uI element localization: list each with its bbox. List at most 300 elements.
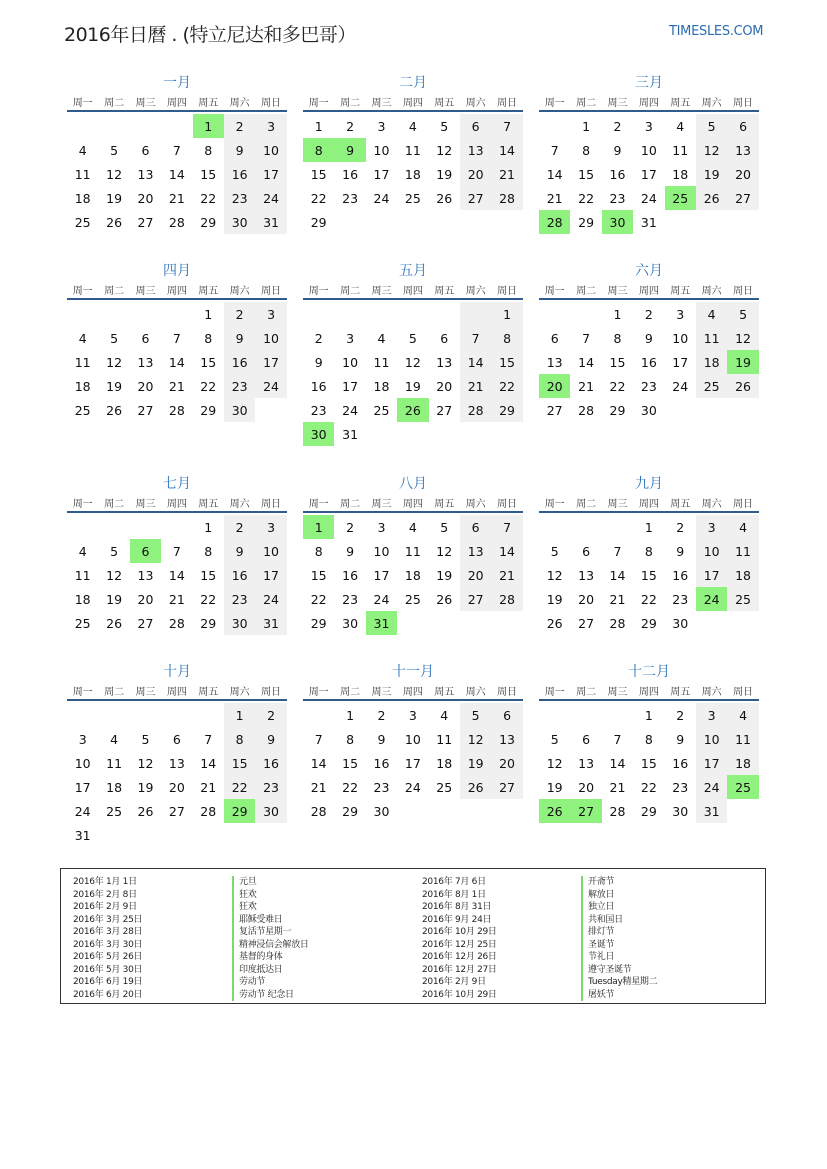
day-cell[interactable]: 4 bbox=[408, 118, 417, 134]
day-cell[interactable]: 19 bbox=[460, 751, 491, 775]
day-cell[interactable]: 28 bbox=[168, 615, 185, 631]
day-cell[interactable]: 1 bbox=[491, 302, 522, 326]
day-cell[interactable]: 14 bbox=[578, 354, 595, 370]
day-cell[interactable]: 1 bbox=[582, 118, 591, 134]
day-cell[interactable]: 5 bbox=[550, 731, 559, 747]
day-cell[interactable]: 14 bbox=[310, 755, 327, 771]
day-cell[interactable]: 3 bbox=[346, 330, 355, 346]
day-cell[interactable]: 20 bbox=[436, 378, 453, 394]
day-cell[interactable]: 3 bbox=[676, 306, 685, 322]
day-cell[interactable]: 3 bbox=[696, 703, 727, 727]
day-cell[interactable]: 22 bbox=[609, 378, 626, 394]
day-cell[interactable]: 3 bbox=[377, 118, 386, 134]
day-cell[interactable]: 8 bbox=[346, 731, 355, 747]
day-cell[interactable]: 11 bbox=[106, 755, 123, 771]
day-cell[interactable]: 5 bbox=[440, 519, 449, 535]
day-cell[interactable]: 30 bbox=[224, 398, 255, 422]
day-cell[interactable]: 17 bbox=[373, 567, 390, 583]
day-cell[interactable]: 30 bbox=[373, 803, 390, 819]
day-cell[interactable]: 26 bbox=[460, 775, 491, 799]
holiday-day-cell[interactable]: 30 bbox=[602, 210, 633, 234]
day-cell[interactable]: 6 bbox=[460, 515, 491, 539]
day-cell[interactable]: 17 bbox=[255, 563, 286, 587]
day-cell[interactable]: 26 bbox=[436, 591, 453, 607]
day-cell[interactable]: 23 bbox=[373, 779, 390, 795]
day-cell[interactable]: 28 bbox=[200, 803, 217, 819]
day-cell[interactable]: 18 bbox=[74, 190, 91, 206]
day-cell[interactable]: 29 bbox=[342, 803, 359, 819]
day-cell[interactable]: 14 bbox=[491, 539, 522, 563]
day-cell[interactable]: 9 bbox=[255, 727, 286, 751]
holiday-day-cell[interactable]: 31 bbox=[366, 611, 397, 635]
day-cell[interactable]: 12 bbox=[546, 567, 563, 583]
day-cell[interactable]: 16 bbox=[342, 567, 359, 583]
day-cell[interactable]: 27 bbox=[546, 402, 563, 418]
day-cell[interactable]: 25 bbox=[106, 803, 123, 819]
day-cell[interactable]: 27 bbox=[578, 615, 595, 631]
site-logo[interactable]: TIMESLES.COM bbox=[669, 24, 764, 39]
day-cell[interactable]: 10 bbox=[342, 354, 359, 370]
day-cell[interactable]: 24 bbox=[404, 779, 421, 795]
day-cell[interactable]: 5 bbox=[440, 118, 449, 134]
day-cell[interactable]: 4 bbox=[676, 118, 685, 134]
day-cell[interactable]: 20 bbox=[460, 563, 491, 587]
day-cell[interactable]: 16 bbox=[224, 162, 255, 186]
day-cell[interactable]: 23 bbox=[672, 779, 689, 795]
day-cell[interactable]: 12 bbox=[404, 354, 421, 370]
day-cell[interactable]: 29 bbox=[609, 402, 626, 418]
day-cell[interactable]: 21 bbox=[491, 162, 522, 186]
day-cell[interactable]: 17 bbox=[696, 563, 727, 587]
day-cell[interactable]: 1 bbox=[644, 707, 653, 723]
day-cell[interactable]: 25 bbox=[727, 587, 758, 611]
day-cell[interactable]: 16 bbox=[373, 755, 390, 771]
day-cell[interactable]: 2 bbox=[644, 306, 653, 322]
day-cell[interactable]: 5 bbox=[110, 330, 119, 346]
holiday-day-cell[interactable]: 28 bbox=[539, 210, 570, 234]
day-cell[interactable]: 17 bbox=[696, 751, 727, 775]
day-cell[interactable]: 26 bbox=[106, 615, 123, 631]
day-cell[interactable]: 22 bbox=[640, 779, 657, 795]
day-cell[interactable]: 19 bbox=[106, 591, 123, 607]
day-cell[interactable]: 30 bbox=[640, 402, 657, 418]
day-cell[interactable]: 7 bbox=[460, 326, 491, 350]
day-cell[interactable]: 16 bbox=[224, 350, 255, 374]
day-cell[interactable]: 25 bbox=[696, 374, 727, 398]
day-cell[interactable]: 1 bbox=[204, 519, 213, 535]
day-cell[interactable]: 9 bbox=[377, 731, 386, 747]
day-cell[interactable]: 6 bbox=[491, 703, 522, 727]
day-cell[interactable]: 21 bbox=[578, 378, 595, 394]
day-cell[interactable]: 25 bbox=[373, 402, 390, 418]
day-cell[interactable]: 21 bbox=[491, 563, 522, 587]
day-cell[interactable]: 10 bbox=[696, 539, 727, 563]
day-cell[interactable]: 18 bbox=[727, 563, 758, 587]
day-cell[interactable]: 11 bbox=[74, 354, 91, 370]
day-cell[interactable]: 21 bbox=[168, 378, 185, 394]
day-cell[interactable]: 2 bbox=[346, 118, 355, 134]
day-cell[interactable]: 29 bbox=[200, 615, 217, 631]
day-cell[interactable]: 25 bbox=[74, 214, 91, 230]
holiday-day-cell[interactable]: 1 bbox=[193, 114, 224, 138]
day-cell[interactable]: 4 bbox=[696, 302, 727, 326]
day-cell[interactable]: 23 bbox=[310, 402, 327, 418]
day-cell[interactable]: 30 bbox=[672, 803, 689, 819]
day-cell[interactable]: 26 bbox=[727, 374, 758, 398]
day-cell[interactable]: 2 bbox=[377, 707, 386, 723]
day-cell[interactable]: 17 bbox=[74, 779, 91, 795]
day-cell[interactable]: 27 bbox=[168, 803, 185, 819]
holiday-day-cell[interactable]: 8 bbox=[303, 138, 334, 162]
day-cell[interactable]: 1 bbox=[346, 707, 355, 723]
day-cell[interactable]: 24 bbox=[255, 587, 286, 611]
day-cell[interactable]: 13 bbox=[168, 755, 185, 771]
day-cell[interactable]: 26 bbox=[106, 402, 123, 418]
day-cell[interactable]: 23 bbox=[672, 591, 689, 607]
day-cell[interactable]: 17 bbox=[255, 350, 286, 374]
day-cell[interactable]: 20 bbox=[491, 751, 522, 775]
day-cell[interactable]: 10 bbox=[373, 142, 390, 158]
day-cell[interactable]: 9 bbox=[613, 142, 622, 158]
day-cell[interactable]: 7 bbox=[172, 543, 181, 559]
day-cell[interactable]: 7 bbox=[204, 731, 213, 747]
day-cell[interactable]: 23 bbox=[224, 186, 255, 210]
day-cell[interactable]: 6 bbox=[582, 543, 591, 559]
day-cell[interactable]: 6 bbox=[141, 330, 150, 346]
day-cell[interactable]: 22 bbox=[578, 190, 595, 206]
holiday-day-cell[interactable]: 26 bbox=[539, 799, 570, 823]
day-cell[interactable]: 28 bbox=[609, 615, 626, 631]
day-cell[interactable]: 21 bbox=[200, 779, 217, 795]
day-cell[interactable]: 5 bbox=[727, 302, 758, 326]
day-cell[interactable]: 12 bbox=[137, 755, 154, 771]
day-cell[interactable]: 28 bbox=[491, 186, 522, 210]
day-cell[interactable]: 14 bbox=[168, 166, 185, 182]
day-cell[interactable]: 18 bbox=[672, 166, 689, 182]
day-cell[interactable]: 12 bbox=[106, 354, 123, 370]
day-cell[interactable]: 29 bbox=[310, 615, 327, 631]
day-cell[interactable]: 19 bbox=[404, 378, 421, 394]
day-cell[interactable]: 10 bbox=[404, 731, 421, 747]
day-cell[interactable]: 9 bbox=[676, 543, 685, 559]
day-cell[interactable]: 13 bbox=[491, 727, 522, 751]
holiday-day-cell[interactable]: 20 bbox=[539, 374, 570, 398]
day-cell[interactable]: 13 bbox=[460, 539, 491, 563]
day-cell[interactable]: 29 bbox=[200, 214, 217, 230]
day-cell[interactable]: 24 bbox=[342, 402, 359, 418]
day-cell[interactable]: 3 bbox=[78, 731, 87, 747]
day-cell[interactable]: 30 bbox=[672, 615, 689, 631]
day-cell[interactable]: 7 bbox=[582, 330, 591, 346]
day-cell[interactable]: 4 bbox=[110, 731, 119, 747]
day-cell[interactable]: 5 bbox=[110, 543, 119, 559]
day-cell[interactable]: 24 bbox=[255, 186, 286, 210]
day-cell[interactable]: 19 bbox=[546, 591, 563, 607]
day-cell[interactable]: 29 bbox=[200, 402, 217, 418]
day-cell[interactable]: 28 bbox=[168, 214, 185, 230]
day-cell[interactable]: 13 bbox=[137, 166, 154, 182]
day-cell[interactable]: 21 bbox=[609, 591, 626, 607]
day-cell[interactable]: 31 bbox=[696, 799, 727, 823]
day-cell[interactable]: 27 bbox=[491, 775, 522, 799]
day-cell[interactable]: 10 bbox=[255, 138, 286, 162]
day-cell[interactable]: 4 bbox=[78, 142, 87, 158]
day-cell[interactable]: 23 bbox=[224, 587, 255, 611]
day-cell[interactable]: 22 bbox=[200, 591, 217, 607]
day-cell[interactable]: 22 bbox=[200, 378, 217, 394]
day-cell[interactable]: 19 bbox=[696, 162, 727, 186]
day-cell[interactable]: 19 bbox=[546, 779, 563, 795]
day-cell[interactable]: 23 bbox=[640, 378, 657, 394]
holiday-day-cell[interactable]: 27 bbox=[570, 799, 601, 823]
day-cell[interactable]: 10 bbox=[672, 330, 689, 346]
day-cell[interactable]: 18 bbox=[106, 779, 123, 795]
day-cell[interactable]: 17 bbox=[672, 354, 689, 370]
day-cell[interactable]: 18 bbox=[74, 591, 91, 607]
day-cell[interactable]: 17 bbox=[404, 755, 421, 771]
day-cell[interactable]: 24 bbox=[672, 378, 689, 394]
day-cell[interactable]: 2 bbox=[224, 114, 255, 138]
day-cell[interactable]: 11 bbox=[727, 539, 758, 563]
day-cell[interactable]: 29 bbox=[310, 214, 327, 230]
day-cell[interactable]: 2 bbox=[613, 118, 622, 134]
day-cell[interactable]: 18 bbox=[727, 751, 758, 775]
day-cell[interactable]: 19 bbox=[137, 779, 154, 795]
day-cell[interactable]: 30 bbox=[224, 210, 255, 234]
day-cell[interactable]: 14 bbox=[491, 138, 522, 162]
day-cell[interactable]: 8 bbox=[644, 543, 653, 559]
day-cell[interactable]: 26 bbox=[137, 803, 154, 819]
day-cell[interactable]: 15 bbox=[200, 166, 217, 182]
day-cell[interactable]: 10 bbox=[373, 543, 390, 559]
day-cell[interactable]: 19 bbox=[436, 567, 453, 583]
day-cell[interactable]: 24 bbox=[640, 190, 657, 206]
day-cell[interactable]: 15 bbox=[578, 166, 595, 182]
day-cell[interactable]: 13 bbox=[137, 354, 154, 370]
day-cell[interactable]: 11 bbox=[672, 142, 689, 158]
day-cell[interactable]: 12 bbox=[106, 567, 123, 583]
day-cell[interactable]: 8 bbox=[314, 543, 323, 559]
day-cell[interactable]: 4 bbox=[727, 703, 758, 727]
day-cell[interactable]: 8 bbox=[204, 142, 213, 158]
day-cell[interactable]: 19 bbox=[436, 166, 453, 182]
day-cell[interactable]: 25 bbox=[404, 190, 421, 206]
day-cell[interactable]: 22 bbox=[310, 190, 327, 206]
day-cell[interactable]: 18 bbox=[696, 350, 727, 374]
day-cell[interactable]: 2 bbox=[676, 519, 685, 535]
day-cell[interactable]: 27 bbox=[460, 587, 491, 611]
holiday-day-cell[interactable]: 19 bbox=[727, 350, 758, 374]
holiday-day-cell[interactable]: 30 bbox=[303, 422, 334, 446]
day-cell[interactable]: 5 bbox=[141, 731, 150, 747]
day-cell[interactable]: 26 bbox=[106, 214, 123, 230]
day-cell[interactable]: 6 bbox=[550, 330, 559, 346]
day-cell[interactable]: 6 bbox=[141, 142, 150, 158]
day-cell[interactable]: 15 bbox=[224, 751, 255, 775]
day-cell[interactable]: 14 bbox=[460, 350, 491, 374]
day-cell[interactable]: 21 bbox=[168, 190, 185, 206]
day-cell[interactable]: 16 bbox=[672, 567, 689, 583]
day-cell[interactable]: 15 bbox=[200, 354, 217, 370]
day-cell[interactable]: 16 bbox=[310, 378, 327, 394]
day-cell[interactable]: 17 bbox=[640, 166, 657, 182]
day-cell[interactable]: 9 bbox=[644, 330, 653, 346]
day-cell[interactable]: 12 bbox=[436, 142, 453, 158]
day-cell[interactable]: 13 bbox=[460, 138, 491, 162]
day-cell[interactable]: 21 bbox=[609, 779, 626, 795]
day-cell[interactable]: 9 bbox=[224, 138, 255, 162]
day-cell[interactable]: 12 bbox=[106, 166, 123, 182]
day-cell[interactable]: 22 bbox=[200, 190, 217, 206]
day-cell[interactable]: 21 bbox=[460, 374, 491, 398]
day-cell[interactable]: 28 bbox=[578, 402, 595, 418]
day-cell[interactable]: 11 bbox=[436, 731, 453, 747]
day-cell[interactable]: 27 bbox=[137, 402, 154, 418]
day-cell[interactable]: 3 bbox=[255, 114, 286, 138]
day-cell[interactable]: 20 bbox=[137, 190, 154, 206]
day-cell[interactable]: 20 bbox=[137, 591, 154, 607]
day-cell[interactable]: 14 bbox=[546, 166, 563, 182]
day-cell[interactable]: 20 bbox=[137, 378, 154, 394]
day-cell[interactable]: 28 bbox=[491, 587, 522, 611]
day-cell[interactable]: 15 bbox=[491, 350, 522, 374]
day-cell[interactable]: 12 bbox=[460, 727, 491, 751]
day-cell[interactable]: 25 bbox=[74, 615, 91, 631]
day-cell[interactable]: 8 bbox=[613, 330, 622, 346]
day-cell[interactable]: 26 bbox=[436, 190, 453, 206]
day-cell[interactable]: 9 bbox=[314, 354, 323, 370]
day-cell[interactable]: 6 bbox=[172, 731, 181, 747]
day-cell[interactable]: 7 bbox=[613, 731, 622, 747]
day-cell[interactable]: 25 bbox=[74, 402, 91, 418]
day-cell[interactable]: 26 bbox=[546, 615, 563, 631]
day-cell[interactable]: 1 bbox=[613, 306, 622, 322]
day-cell[interactable]: 28 bbox=[168, 402, 185, 418]
day-cell[interactable]: 9 bbox=[676, 731, 685, 747]
day-cell[interactable]: 20 bbox=[578, 779, 595, 795]
day-cell[interactable]: 14 bbox=[200, 755, 217, 771]
day-cell[interactable]: 14 bbox=[609, 755, 626, 771]
day-cell[interactable]: 8 bbox=[204, 330, 213, 346]
day-cell[interactable]: 16 bbox=[640, 354, 657, 370]
day-cell[interactable]: 31 bbox=[74, 827, 91, 843]
day-cell[interactable]: 1 bbox=[314, 118, 323, 134]
day-cell[interactable]: 29 bbox=[640, 803, 657, 819]
day-cell[interactable]: 15 bbox=[640, 755, 657, 771]
day-cell[interactable]: 15 bbox=[310, 166, 327, 182]
day-cell[interactable]: 7 bbox=[314, 731, 323, 747]
day-cell[interactable]: 11 bbox=[696, 326, 727, 350]
day-cell[interactable]: 10 bbox=[255, 539, 286, 563]
day-cell[interactable]: 11 bbox=[404, 142, 421, 158]
day-cell[interactable]: 4 bbox=[377, 330, 386, 346]
day-cell[interactable]: 27 bbox=[460, 186, 491, 210]
day-cell[interactable]: 24 bbox=[255, 374, 286, 398]
day-cell[interactable]: 30 bbox=[224, 611, 255, 635]
holiday-day-cell[interactable]: 26 bbox=[397, 398, 428, 422]
day-cell[interactable]: 31 bbox=[342, 426, 359, 442]
day-cell[interactable]: 29 bbox=[491, 398, 522, 422]
day-cell[interactable]: 31 bbox=[255, 210, 286, 234]
day-cell[interactable]: 12 bbox=[546, 755, 563, 771]
day-cell[interactable]: 10 bbox=[640, 142, 657, 158]
day-cell[interactable]: 3 bbox=[255, 515, 286, 539]
day-cell[interactable]: 28 bbox=[310, 803, 327, 819]
day-cell[interactable]: 4 bbox=[727, 515, 758, 539]
day-cell[interactable]: 18 bbox=[404, 567, 421, 583]
day-cell[interactable]: 27 bbox=[436, 402, 453, 418]
day-cell[interactable]: 19 bbox=[106, 190, 123, 206]
day-cell[interactable]: 12 bbox=[436, 543, 453, 559]
holiday-day-cell[interactable]: 6 bbox=[130, 539, 161, 563]
day-cell[interactable]: 3 bbox=[644, 118, 653, 134]
day-cell[interactable]: 10 bbox=[255, 326, 286, 350]
day-cell[interactable]: 10 bbox=[74, 755, 91, 771]
day-cell[interactable]: 20 bbox=[168, 779, 185, 795]
day-cell[interactable]: 6 bbox=[440, 330, 449, 346]
day-cell[interactable]: 28 bbox=[460, 398, 491, 422]
day-cell[interactable]: 26 bbox=[696, 186, 727, 210]
day-cell[interactable]: 15 bbox=[310, 567, 327, 583]
day-cell[interactable]: 15 bbox=[640, 567, 657, 583]
day-cell[interactable]: 5 bbox=[460, 703, 491, 727]
day-cell[interactable]: 30 bbox=[342, 615, 359, 631]
day-cell[interactable]: 9 bbox=[346, 543, 355, 559]
day-cell[interactable]: 4 bbox=[408, 519, 417, 535]
day-cell[interactable]: 16 bbox=[672, 755, 689, 771]
day-cell[interactable]: 29 bbox=[640, 615, 657, 631]
day-cell[interactable]: 7 bbox=[491, 114, 522, 138]
day-cell[interactable]: 1 bbox=[644, 519, 653, 535]
day-cell[interactable]: 13 bbox=[727, 138, 758, 162]
day-cell[interactable]: 2 bbox=[314, 330, 323, 346]
day-cell[interactable]: 13 bbox=[578, 567, 595, 583]
day-cell[interactable]: 4 bbox=[78, 330, 87, 346]
holiday-day-cell[interactable]: 9 bbox=[334, 138, 365, 162]
day-cell[interactable]: 10 bbox=[696, 727, 727, 751]
day-cell[interactable]: 23 bbox=[224, 374, 255, 398]
day-cell[interactable]: 16 bbox=[224, 563, 255, 587]
day-cell[interactable]: 2 bbox=[224, 515, 255, 539]
day-cell[interactable]: 14 bbox=[168, 354, 185, 370]
day-cell[interactable]: 5 bbox=[550, 543, 559, 559]
day-cell[interactable]: 2 bbox=[346, 519, 355, 535]
day-cell[interactable]: 7 bbox=[491, 515, 522, 539]
day-cell[interactable]: 31 bbox=[255, 611, 286, 635]
day-cell[interactable]: 18 bbox=[436, 755, 453, 771]
holiday-day-cell[interactable]: 24 bbox=[696, 587, 727, 611]
day-cell[interactable]: 14 bbox=[609, 567, 626, 583]
day-cell[interactable]: 1 bbox=[224, 703, 255, 727]
day-cell[interactable]: 9 bbox=[224, 539, 255, 563]
day-cell[interactable]: 21 bbox=[546, 190, 563, 206]
day-cell[interactable]: 24 bbox=[696, 775, 727, 799]
day-cell[interactable]: 22 bbox=[310, 591, 327, 607]
day-cell[interactable]: 20 bbox=[727, 162, 758, 186]
day-cell[interactable]: 11 bbox=[74, 166, 91, 182]
holiday-day-cell[interactable]: 1 bbox=[303, 515, 334, 539]
day-cell[interactable]: 11 bbox=[404, 543, 421, 559]
day-cell[interactable]: 13 bbox=[436, 354, 453, 370]
day-cell[interactable]: 9 bbox=[224, 326, 255, 350]
day-cell[interactable]: 16 bbox=[255, 751, 286, 775]
day-cell[interactable]: 3 bbox=[696, 515, 727, 539]
day-cell[interactable]: 20 bbox=[460, 162, 491, 186]
day-cell[interactable]: 5 bbox=[696, 114, 727, 138]
holiday-day-cell[interactable]: 25 bbox=[727, 775, 758, 799]
day-cell[interactable]: 23 bbox=[609, 190, 626, 206]
day-cell[interactable]: 7 bbox=[172, 142, 181, 158]
